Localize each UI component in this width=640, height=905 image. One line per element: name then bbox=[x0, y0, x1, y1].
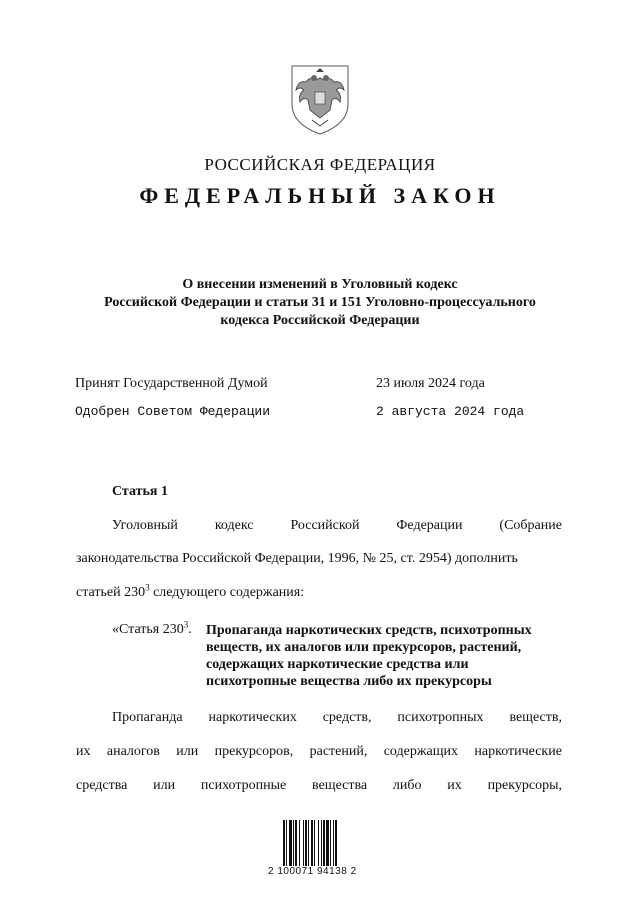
body-line-1 bbox=[112, 710, 562, 726]
word: их bbox=[447, 778, 462, 793]
council-date: 2 августа 2024 года bbox=[376, 404, 525, 419]
word: их bbox=[76, 744, 91, 759]
barcode-bar bbox=[295, 820, 297, 866]
word: прекурсоров, bbox=[214, 744, 294, 759]
council-label: Одобрен Советом Федерации bbox=[75, 404, 271, 419]
word: психотропных bbox=[397, 710, 484, 725]
word: прекурсоры, bbox=[487, 778, 562, 793]
new-article-title-line: веществ, их аналогов или прекурсоров, растений, bbox=[206, 640, 522, 655]
barcode-bar bbox=[318, 820, 319, 866]
word: наркотические bbox=[474, 744, 562, 759]
article1-line-2: законодательства Российской Федерации, 1996, № 25, ст. 2954) дополнить bbox=[76, 551, 518, 566]
barcode-bar bbox=[305, 820, 307, 866]
body-line-2 bbox=[76, 744, 562, 760]
barcode-bar bbox=[326, 820, 329, 866]
barcode-bar bbox=[321, 820, 322, 866]
article-heading: Статья 1 bbox=[112, 484, 168, 499]
new-article-title-line: Пропаганда наркотических средств, психотропных bbox=[206, 623, 532, 638]
new-article-title-line: содержащих наркотические средства или bbox=[206, 657, 469, 672]
law-title-line: О внесении изменений в Уголовный кодекс bbox=[182, 277, 458, 292]
duma-date: 23 июля 2024 года bbox=[376, 376, 485, 391]
law-title bbox=[60, 276, 580, 330]
barcode-bar bbox=[311, 820, 313, 866]
word: аналогов bbox=[106, 744, 160, 759]
new-article-title-line: психотропные вещества либо их прекурсоры bbox=[206, 674, 492, 689]
law-title-line: кодекса Российской Федерации bbox=[220, 313, 420, 328]
law-title-line: Российской Федерации и статьи 31 и 151 Уголовно-процессуального bbox=[104, 295, 536, 310]
word: или bbox=[153, 778, 176, 793]
word: Уголовный bbox=[112, 518, 178, 533]
barcode-bar bbox=[335, 820, 337, 866]
article1-line-3: статьей $230^3$ следующего содержания: bbox=[76, 582, 305, 600]
word: Пропаганда bbox=[112, 710, 183, 725]
word: веществ, bbox=[509, 710, 562, 725]
state-name: РОССИЙСКАЯ ФЕДЕРАЦИЯ bbox=[204, 155, 436, 174]
word: содержащих bbox=[383, 744, 459, 759]
word: (Собрание bbox=[499, 518, 562, 533]
barcode-bar bbox=[308, 820, 309, 866]
barcode-bar bbox=[303, 820, 304, 866]
word: средств, bbox=[322, 710, 372, 725]
article1-line-1 bbox=[112, 518, 562, 534]
word: психотропные bbox=[200, 778, 287, 793]
barcode-bar bbox=[293, 820, 294, 866]
word: кодекс bbox=[214, 518, 254, 533]
document-type: ФЕДЕРАЛЬНЫЙ ЗАКОН bbox=[139, 183, 501, 208]
word: либо bbox=[392, 778, 422, 793]
word: наркотических bbox=[208, 710, 297, 725]
word: вещества bbox=[312, 778, 368, 793]
russian-coat-of-arms-icon bbox=[288, 64, 352, 136]
barcode-icon bbox=[283, 820, 357, 866]
word: растений, bbox=[309, 744, 368, 759]
barcode-bar bbox=[333, 820, 334, 866]
barcode-bar bbox=[314, 820, 315, 866]
barcode-bar bbox=[289, 820, 292, 866]
barcode-bar bbox=[330, 820, 331, 866]
word: средства bbox=[76, 778, 128, 793]
word: Российской bbox=[290, 518, 360, 533]
body-line-3 bbox=[76, 778, 562, 794]
new-article-title bbox=[206, 622, 566, 690]
barcode-number: 2 100071 94138 2 bbox=[268, 866, 357, 877]
barcode-bar bbox=[299, 820, 300, 866]
word: Федерации bbox=[396, 518, 463, 533]
barcode-bar bbox=[286, 820, 287, 866]
barcode-bar bbox=[323, 820, 325, 866]
duma-label: Принят Государственной Думой bbox=[75, 376, 268, 391]
barcode-bar bbox=[283, 820, 285, 866]
word: или bbox=[176, 744, 199, 759]
new-article-label: «Статья $230^3$. bbox=[112, 619, 192, 637]
